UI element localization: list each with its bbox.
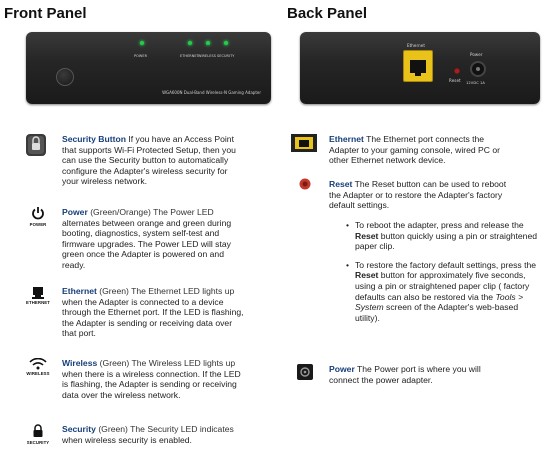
device-led-label-security: SECURITY	[217, 54, 235, 58]
reset-icon	[299, 178, 311, 190]
reset-description: Reset The Reset button can be used to reboot the Adapter or to restore the Adapter's factory default settings.	[329, 179, 507, 211]
reset-steps-list	[346, 220, 541, 331]
power-icon-label: POWER	[29, 222, 47, 227]
reset-button[interactable]	[454, 68, 460, 74]
security-name: Security	[62, 424, 96, 434]
security-lock-icon	[32, 424, 44, 438]
power-description: Power (Green/Orange) The Power LED alternates between orange and green during booting, diagnostics, system self-test and firmware upgrades. The Power LED will stay green once the Adapter is powered on and ready.	[62, 207, 232, 270]
device-led-label-ethernet: ETHERNET	[180, 54, 199, 58]
wireless-icon	[29, 358, 47, 370]
wireless-name: Wireless	[62, 358, 98, 368]
power-led	[140, 41, 144, 45]
security-button-name: Security Button	[62, 134, 126, 144]
front-security-button[interactable]	[56, 68, 74, 86]
security-description: Security (Green) The Security LED indicates when wireless security is enabled.	[62, 424, 234, 445]
device-led-label-power: POWER	[134, 54, 148, 58]
front-panel-device	[26, 32, 271, 104]
back-reset-label: Reset	[449, 78, 461, 83]
device-model-text: WGA600N Dual-Band Wireless-N Gaming Adapter	[162, 90, 261, 95]
power-port-icon	[297, 364, 313, 380]
ethernet-description: Ethernet (Green) The Ethernet LED lights up when the Adapter is connected to a device through the Ethernet port. If the LED is flashing, the Adapter is sending or receiving data over that port.	[62, 286, 244, 339]
security-button-description: Security Button If you have an Access Point that supports Wi-Fi Protected Setup, then you can use the Security button to automatically configure the Adapter's wireless security for your wireless network.	[62, 134, 236, 187]
ethernet-icon-label: ETHERNET	[26, 300, 50, 305]
ethernet-name: Ethernet	[62, 286, 97, 296]
power-port[interactable]	[470, 61, 486, 77]
security-button-icon	[25, 130, 47, 158]
reset-step-reboot: • To reboot the adapter, press and release the Reset button quickly using a pin or straightened paper clip.	[346, 220, 541, 252]
back-panel-device	[300, 32, 540, 104]
reset-step-factory-default: • To restore the factory default settings, press the Reset button for approximately five seconds, using a pin or straightened paper clip ( factory defaults can also be restored via the Tools > System screen of the Adapter's web-based utility).	[346, 260, 541, 324]
ethernet-icon	[31, 286, 45, 300]
wireless-icon-label: WIRELESS	[26, 371, 50, 376]
device-led-label-wireless: WIRELESS	[198, 54, 216, 58]
front-panel-title: Front Panel	[4, 5, 87, 22]
right-ethernet-name: Ethernet	[329, 134, 364, 144]
reset-name: Reset	[329, 179, 353, 189]
power-icon	[30, 206, 46, 220]
ethernet-port-icon	[291, 134, 317, 152]
right-ethernet-description: Ethernet The Ethernet port connects the Adapter to your gaming console, wired PC or other Ethernet network device.	[329, 134, 501, 166]
wireless-description: Wireless (Green) The Wireless LED lights up when there is a wireless connection. If the LED is flashing, the Adapter is sending or receiving data over the wireless network.	[62, 358, 241, 400]
right-power-description: Power The Power port is where you will connect the power adapter.	[329, 364, 481, 385]
power-name: Power	[62, 207, 88, 217]
security-icon-label: SECURITY	[26, 440, 50, 445]
security-led	[224, 41, 228, 45]
ethernet-port[interactable]	[403, 50, 433, 82]
back-power-label: Power	[470, 52, 483, 57]
right-power-name: Power	[329, 364, 355, 374]
back-panel-title: Back Panel	[287, 5, 368, 22]
ethernet-led	[188, 41, 192, 45]
wireless-led	[206, 41, 210, 45]
power-rating: 12VDC 1A	[466, 81, 485, 85]
back-ethernet-label: Ethernet	[407, 43, 426, 48]
